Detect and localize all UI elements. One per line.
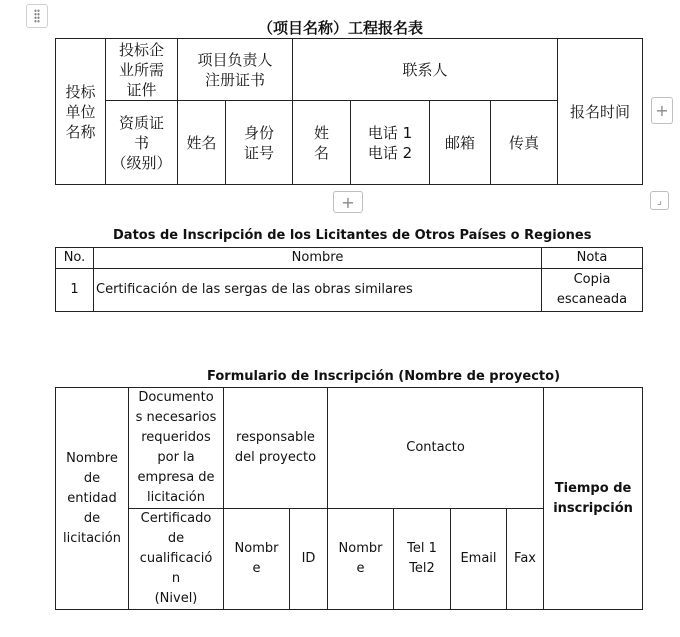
row-no: 1 <box>56 269 94 312</box>
add-column-button[interactable] <box>651 97 673 124</box>
registration-table-cn <box>55 38 643 185</box>
row-nombre: Certificación de las sergas de las obras similares <box>94 269 542 312</box>
row-nota: Copia escaneada <box>542 269 643 312</box>
id-header: ID <box>290 509 328 610</box>
qualification-cert-header: Certificado de cualificació n (Nivel) <box>129 509 224 610</box>
required-cert-header: 投标企 业所需 证件 <box>106 39 178 101</box>
table3-title: Formulario de Inscripción (Nombre de proyecto) <box>207 369 561 384</box>
email-header: 邮箱 <box>430 101 491 185</box>
table-resize-handle[interactable] <box>650 191 669 210</box>
resize-icon: ⌟ <box>656 194 663 207</box>
project-manager-header: responsable del proyecto <box>224 388 328 509</box>
add-row-button[interactable] <box>333 191 363 213</box>
contact-header: 联系人 <box>293 39 558 101</box>
table-row <box>56 269 643 312</box>
fax-header: 传真 <box>491 101 558 185</box>
phones-header: Tel 1 Tel2 <box>394 509 451 610</box>
qualification-cert-header: 资质证 书 （级别） <box>106 101 178 185</box>
entity-name-header: Nombre de entidad de licitación <box>56 388 129 610</box>
foreign-bidders-table <box>55 247 643 312</box>
contact-header: Contacto <box>328 388 544 509</box>
name-header: 姓名 <box>178 101 226 185</box>
plus-icon: + <box>341 192 355 212</box>
table2-title: Datos de Inscripción de los Licitantes de Otros Países o Regiones <box>113 228 592 243</box>
contact-name-header: Nombr e <box>328 509 394 610</box>
header-nombre: Nombre <box>94 248 542 269</box>
header-nota: Nota <box>542 248 643 269</box>
registration-time-header: Tiempo de inscripción <box>544 388 643 610</box>
required-docs-header: Documento s necesarios requeridos por la empresa de licitación <box>129 388 224 509</box>
contact-name-header: 姓 名 <box>293 101 351 185</box>
registration-time-header: 报名时间 <box>558 39 643 185</box>
header-no: No. <box>56 248 94 269</box>
bidder-name-header: 投标 单位 名称 <box>56 39 106 185</box>
phone-header: 电话 1 电话 2 <box>351 101 430 185</box>
plus-icon: + <box>655 101 669 120</box>
fax-header: Fax <box>507 509 544 610</box>
project-manager-header: 项目负责人 注册证书 <box>178 39 293 101</box>
table1-title: （项目名称）工程报名表 <box>258 19 424 37</box>
drag-handle-icon <box>34 9 40 23</box>
registration-form-es <box>55 387 643 610</box>
table-drag-handle[interactable] <box>26 4 48 28</box>
name-header: Nombr e <box>224 509 290 610</box>
id-number-header: 身份 证号 <box>226 101 293 185</box>
email-header: Email <box>451 509 507 610</box>
